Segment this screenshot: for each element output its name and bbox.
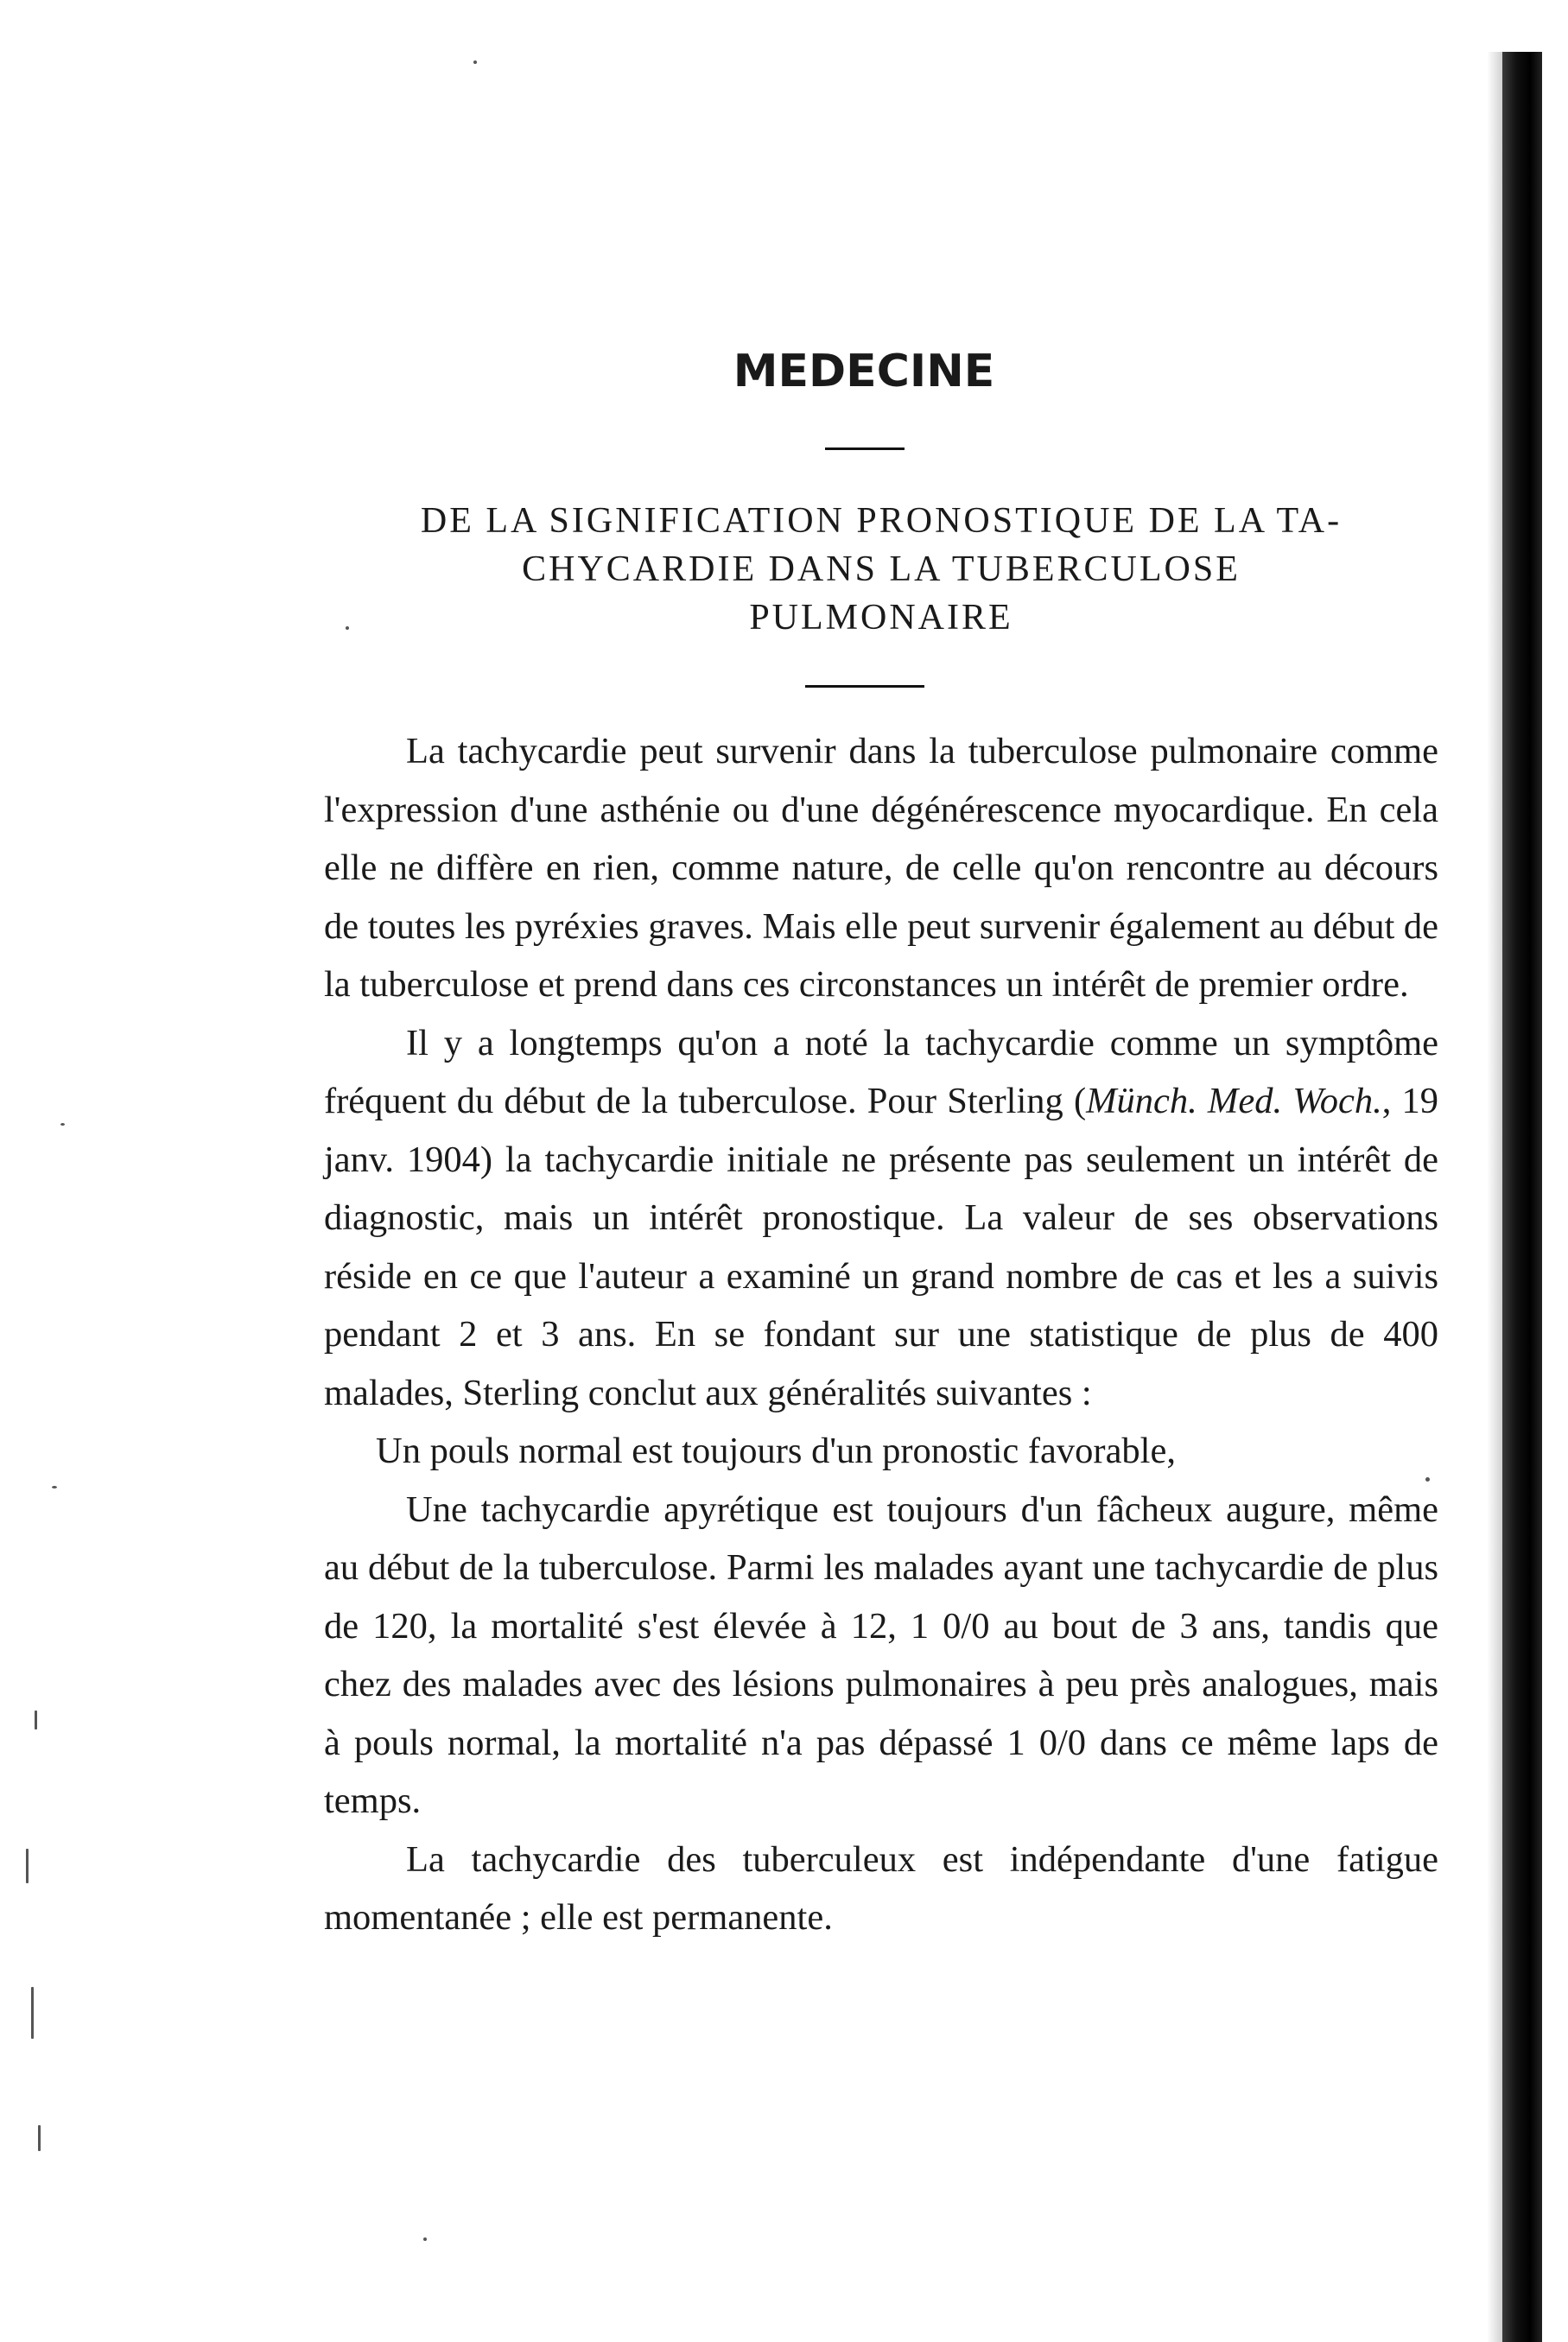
paragraph-3: Un pouls normal est toujours d'un pronostic favorable, (376, 1431, 1176, 1471)
scan-speck (473, 60, 477, 64)
heading-rule (825, 447, 905, 450)
paragraph-4: Une tachycardie apyrétique est toujours d'un fâcheux augure, même au début de la tuberculose. Parmi les malades ayant une tachycardie de plus de 120, la mortalité s'est élevée à 12, 1 0/0 au bout de 3 ans, tandis que chez des malades avec des lésions pulmonaires à peu près analogues, mais à pouls normal, la mortalité n'a pas dépassé 1 0/0 dans ce même laps de temps. (324, 1488, 1438, 1821)
title-line-3: PULMONAIRE (749, 598, 1013, 638)
paragraph-2-end: pronostique. La valeur de ses observations réside en ce que l'auteur a examiné un grand nombre de cas et les a suivis pendant 2 et 3 ans. En se fondant sur une statistique de plus de 400 malades, Sterling conclut aux généralités suivantes : (324, 1197, 1438, 1413)
article-title (324, 497, 1438, 642)
scan-speck (60, 1123, 65, 1126)
scan-speck (38, 2125, 41, 2151)
scan-speck (35, 1710, 37, 1730)
paragraph-2-start: Il y a longtemps qu'on a noté la tachycardie comme un symptôme fréquent du début de la tuberculose. Pour Sterling ( (324, 1022, 1438, 1121)
paragraph-2 (324, 1014, 1438, 1423)
title-rule (805, 685, 924, 688)
paragraph-5: La tachycardie des tuberculeux est indépendante d'une fatigue momentanée ; elle est permanente. (324, 1838, 1438, 1938)
scan-speck (26, 1849, 29, 1883)
scan-speck (52, 1486, 57, 1488)
title-line-2: CHYCARDIE DANS LA TUBERCULOSE (522, 549, 1241, 589)
article-body (324, 722, 1438, 1947)
title-line-1: DE LA SIGNIFICATION PRONOSTIQUE DE LA TA- (420, 501, 1343, 541)
journal-citation: Münch. Med. Woch. (1086, 1081, 1382, 1121)
paragraph-2-middle: , 19 janv. 1904) la tachycardie initiale ne présente pas seulement un intérêt de diagnostic, mais un intérêt (324, 1081, 1439, 1238)
scan-speck (31, 1987, 34, 2039)
scan-speck (423, 2237, 427, 2241)
section-heading: MEDECINE (733, 346, 995, 397)
paragraph-1: La tachycardie peut survenir dans la tuberculose pulmonaire comme l'expression d'une asthénie ou d'une dégénérescence myocardique. En cela elle ne diffère en rien, comme nature, de celle qu'on rencontre au décours de toutes les pyréxies graves. Mais elle peut survenir également au début de la tuberculose et prend dans ces circonstances un intérêt de premier ordre. (324, 731, 1438, 1005)
